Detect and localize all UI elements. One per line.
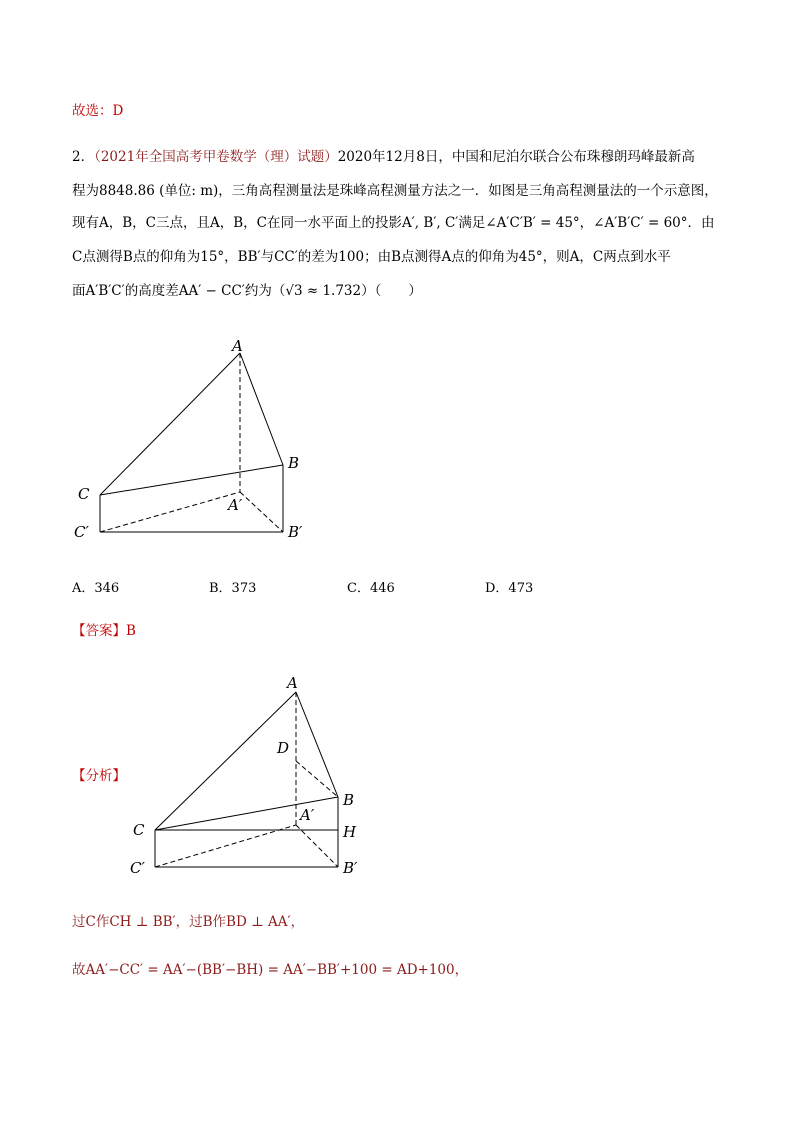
option-b: B．373 — [209, 581, 257, 596]
question-line-2: 程为8848.86 (单位: m)，三角高程测量法是珠峰高程测量方法之一．如图是三角高程测量法的一个示意图， — [72, 183, 718, 199]
edge-db — [296, 761, 338, 797]
label-c: C — [133, 821, 145, 839]
label-a-prime: A′ — [300, 806, 315, 824]
edge-ca — [155, 692, 296, 830]
question-line-5: 面A′B′C′的高度差AA′ − CC′约为（√3 ≈ 1.732）（ ） — [72, 283, 422, 299]
label-b: B — [288, 454, 300, 472]
question-line-4: C点测得B点的仰角为15°，BB′与CC′的差为100；由B点测得A点的仰角为45°，则A，C两点到水平 — [72, 249, 671, 265]
analysis-label: 【分析】 — [72, 768, 126, 784]
edge-ab — [296, 692, 338, 797]
label-h: H — [343, 823, 357, 841]
edge-ab — [240, 353, 283, 465]
edge-a1b1 — [296, 825, 338, 867]
label-a: A — [287, 674, 298, 692]
label-b: B — [343, 791, 355, 809]
edge-a1b1 — [240, 492, 283, 532]
edge-c1a1 — [155, 825, 296, 867]
label-b-prime: B′ — [343, 859, 358, 877]
label-b-prime: B′ — [288, 523, 303, 541]
label-c-prime: C′ — [74, 523, 89, 541]
label-d: D — [277, 739, 290, 757]
label-a: A — [232, 337, 243, 355]
label-a-prime: A′ — [228, 496, 243, 514]
label-c: C — [78, 485, 90, 503]
answer-label: 【答案】 — [72, 623, 126, 639]
answer-line — [72, 621, 136, 641]
solution-line-2: 故AA′−CC′ = AA′−(BB′−BH) = AA′−BB′+100 = AD+100， — [72, 962, 469, 978]
edge-c1a1 — [100, 492, 240, 532]
figure-1-diagram — [60, 330, 320, 550]
edge-cb — [100, 465, 283, 495]
option-a: A．346 — [72, 581, 120, 596]
question-line-3: 现有A，B，C三点，且A，B，C在同一水平面上的投影A′, B′, C′满足∠A′C′B′ = 45°，∠A′B′C′ = 60°．由 — [72, 215, 715, 231]
question-source: （2021年全国高考甲卷数学（理）试题） — [94, 149, 338, 165]
option-d: D．473 — [485, 581, 534, 596]
question-line-1-text: 2020年12月8日，中国和尼泊尔联合公布珠穆朗玛峰最新高 — [337, 149, 695, 165]
solution-line-1: 过C作CH ⊥ BB′，过B作BD ⊥ AA′， — [72, 914, 305, 930]
previous-answer: 故选：D — [72, 103, 124, 119]
figure-2-diagram — [120, 665, 380, 885]
option-c: C．446 — [347, 581, 395, 596]
question-line-1 — [72, 147, 695, 167]
label-c-prime: C′ — [130, 859, 145, 877]
edge-ca — [100, 353, 240, 495]
answer-value: B — [126, 623, 136, 639]
question-number: 2． — [72, 149, 95, 165]
